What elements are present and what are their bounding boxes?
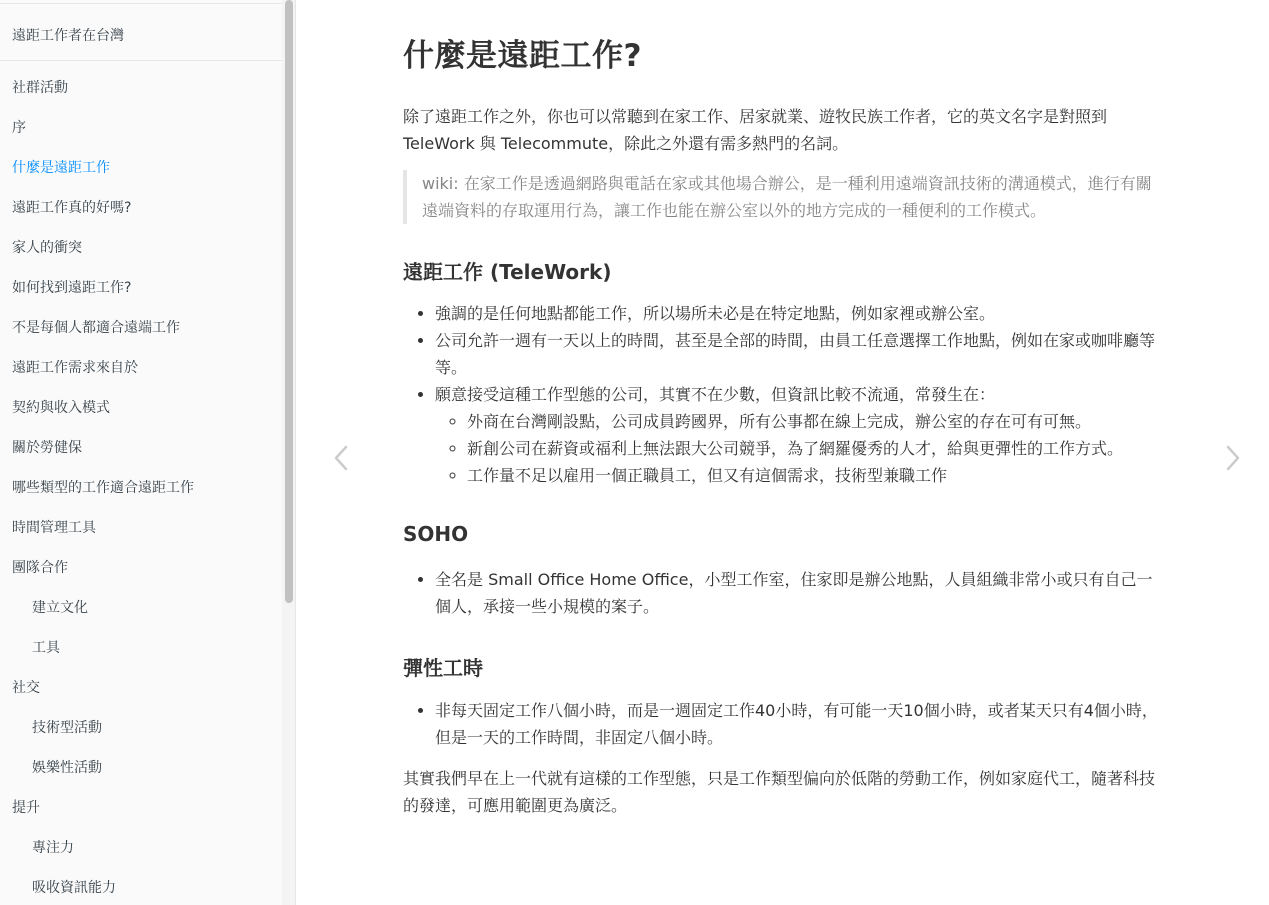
sidebar-item[interactable]: 娛樂性活動 [32, 760, 102, 776]
next-page-button[interactable] [1220, 442, 1244, 474]
sidebar-book-title-label: 遠距工作者在台灣 [12, 28, 124, 44]
sidebar-item[interactable]: 家人的衝突 [12, 240, 82, 256]
list-item: • 強調的是任何地點都能工作，所以場所未必是在特定地點，例如家裡或辦公室。 [435, 300, 1166, 327]
sidebar-item[interactable]: 技術型活動 [32, 720, 102, 736]
sidebar-item[interactable]: 專注力 [32, 840, 74, 856]
sidebar-item[interactable]: 社群活動 [12, 80, 68, 96]
chevron-right-icon [1220, 442, 1244, 474]
wiki-quote: wiki: 在家工作是透過網路與電話在家或其他場合辦公，是一種利用遠端資訊技術的溝通模式，進行有關遠端資料的存取運用行為，讓工作也能在辦公室以外的地方完成的一種便利的工作模式。 [403, 170, 1166, 224]
sidebar-item[interactable]: 哪些類型的工作適合遠距工作 [12, 480, 194, 496]
sidebar-item[interactable]: 吸收資訊能力 [32, 880, 116, 896]
sidebar-item[interactable]: 提升 [12, 800, 40, 816]
sidebar-item[interactable]: 遠距工作真的好嗎? [12, 200, 132, 216]
list-item: • 公司允許一週有一天以上的時間，甚至是全部的時間，由員工任意選擇工作地點，例如在家或咖啡廳等等。 [435, 327, 1166, 381]
sidebar-toc [0, 68, 282, 905]
closing-paragraph: 其實我們早在上一代就有這樣的工作型態，只是工作類型偏向於低階的勞動工作，例如家庭代工，隨著科技的發達，可應用範圍更為廣泛。 [403, 769, 1156, 815]
soho-list [403, 566, 1166, 620]
sidebar-content [0, 0, 282, 905]
main-content [296, 0, 1269, 905]
telework-list [403, 300, 1166, 489]
sidebar [0, 0, 296, 905]
sidebar-book-title[interactable] [0, 3, 282, 61]
list-item: ◦ 新創公司在薪資或福利上無法跟大公司競爭，為了網羅優秀的人才，給與更彈性的工作方式。 [467, 435, 1166, 462]
sidebar-item[interactable]: 工具 [32, 640, 60, 656]
list-item: ◦ 外商在台灣剛設點，公司成員跨國界，所有公事都在線上完成，辦公室的存在可有可無。 [467, 408, 1166, 435]
sidebar-item[interactable]: 關於勞健保 [12, 440, 82, 456]
sidebar-item[interactable]: 什麼是遠距工作 [12, 160, 110, 176]
sidebar-item[interactable]: 團隊合作 [12, 560, 68, 576]
sidebar-item[interactable]: 時間管理工具 [12, 520, 96, 536]
chevron-left-icon [330, 442, 354, 474]
intro-paragraph: 除了遠距工作之外，你也可以常聽到在家工作、居家就業、遊牧民族工作者，它的英文名字是對照到 TeleWork 與 Telecommute，除此之外還有需多熱門的名詞。 [403, 107, 1108, 153]
page-title: 什麼是遠距工作? [403, 38, 642, 74]
list-item: • 非每天固定工作八個小時，而是一週固定工作40小時，有可能一天10個小時，或者某天只有4個小時，但是一天的工作時間，非固定八個小時。 [435, 697, 1166, 751]
sidebar-item[interactable]: 契約與收入模式 [12, 400, 110, 416]
flex-hours-heading: 彈性工時 [403, 656, 483, 680]
sidebar-item[interactable]: 序 [12, 120, 26, 136]
telework-heading: 遠距工作 (TeleWork) [403, 260, 612, 284]
flex-hours-list [403, 697, 1166, 751]
sidebar-item[interactable]: 不是每個人都適合遠端工作 [12, 320, 180, 336]
list-item [435, 381, 1166, 489]
soho-heading: SOHO [403, 522, 469, 546]
sidebar-item[interactable]: 建立文化 [32, 600, 88, 616]
list-item: • 全名是 Small Office Home Office，小型工作室，住家即是辦公地點，人員組織非常小或只有自己一個人，承接一些小規模的案子。 [435, 566, 1166, 620]
sidebar-item[interactable]: 如何找到遠距工作? [12, 280, 132, 296]
list-item: ◦ 工作量不足以雇用一個正職員工，但又有這個需求，技術型兼職工作 [467, 462, 1166, 489]
prev-page-button[interactable] [330, 442, 354, 474]
sidebar-item[interactable]: 社交 [12, 680, 40, 696]
telework-sublist [435, 408, 1166, 489]
list-item-text: 願意接受這種工作型態的公司，其實不在少數，但資訊比較不流通，常發生在： [435, 385, 996, 404]
sidebar-scrollbar-thumb[interactable] [285, 0, 293, 603]
sidebar-item[interactable]: 遠距工作需求來自於 [12, 360, 138, 376]
